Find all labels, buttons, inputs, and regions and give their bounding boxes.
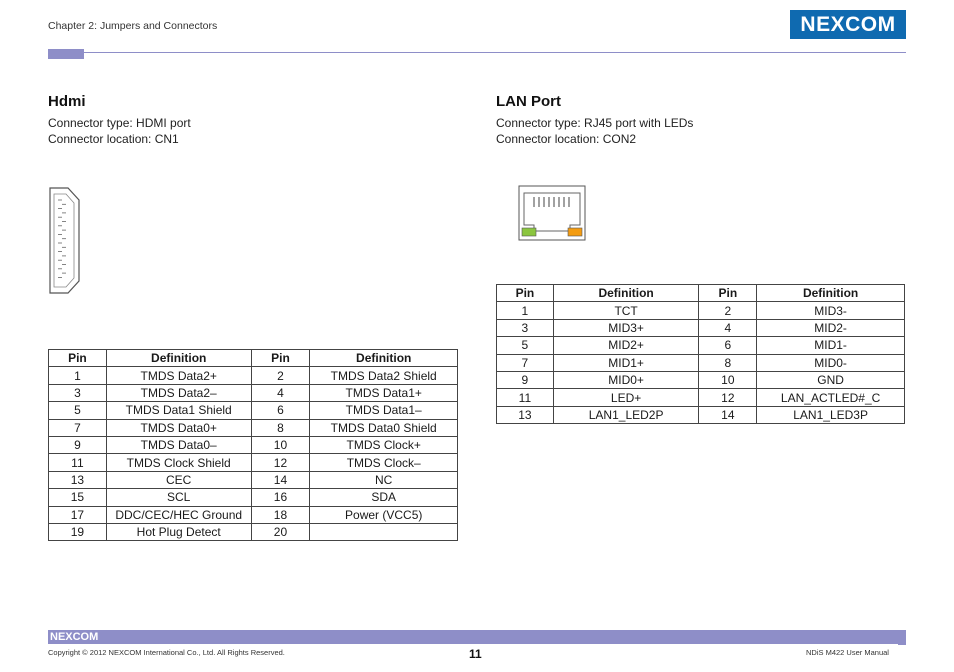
table-cell: 17 <box>49 506 107 523</box>
table-cell: MID3- <box>757 302 905 319</box>
table-cell: 7 <box>497 354 554 371</box>
table-row <box>497 302 905 319</box>
table-cell: 6 <box>699 337 757 354</box>
table-cell: 11 <box>497 389 554 406</box>
table-cell: TMDS Data0– <box>106 436 251 453</box>
column-header: Pin <box>497 285 554 302</box>
table-cell: MID0- <box>757 354 905 371</box>
table-cell: MID1+ <box>553 354 699 371</box>
table-cell: TMDS Clock+ <box>310 436 458 453</box>
table-row <box>49 367 458 384</box>
table-cell: 5 <box>49 402 107 419</box>
table-cell: 4 <box>251 384 310 401</box>
hdmi-port-diagram <box>48 186 82 296</box>
hdmi-connector-type: Connector type: HDMI port <box>48 116 191 130</box>
table-row <box>497 406 905 423</box>
table-cell: 11 <box>49 454 107 471</box>
table-row <box>497 389 905 406</box>
table-cell: MID2+ <box>553 337 699 354</box>
table-cell: LAN1_LED2P <box>553 406 699 423</box>
table-cell: 10 <box>699 371 757 388</box>
table-cell: TMDS Clock Shield <box>106 454 251 471</box>
copyright: Copyright © 2012 NEXCOM International Co., Ltd. All Rights Reserved. <box>48 648 285 657</box>
table-cell: 15 <box>49 489 107 506</box>
table-cell: TMDS Data2 Shield <box>310 367 458 384</box>
activity-led <box>568 228 582 236</box>
column-header: Definition <box>553 285 699 302</box>
table-cell: 14 <box>251 471 310 488</box>
table-cell: SCL <box>106 489 251 506</box>
hdmi-connector-location: Connector location: CN1 <box>48 132 179 146</box>
table-cell: MID0+ <box>553 371 699 388</box>
table-cell: 14 <box>699 406 757 423</box>
table-cell: MID1- <box>757 337 905 354</box>
column-header: Pin <box>251 350 310 367</box>
table-cell: TCT <box>553 302 699 319</box>
table-cell: 8 <box>251 419 310 436</box>
nexcom-logo <box>790 10 906 39</box>
table-cell: MID3+ <box>553 319 699 336</box>
table-cell: DDC/CEC/HEC Ground <box>106 506 251 523</box>
lan-connector-location: Connector location: CON2 <box>496 132 637 146</box>
table-cell: 10 <box>251 436 310 453</box>
page-number: 11 <box>469 647 482 661</box>
table-cell: TMDS Data0+ <box>106 419 251 436</box>
table-cell: TMDS Data1– <box>310 402 458 419</box>
table-cell: GND <box>757 371 905 388</box>
table-cell <box>310 523 458 540</box>
table-cell: TMDS Data1 Shield <box>106 402 251 419</box>
table-cell: 20 <box>251 523 310 540</box>
chapter-title: Chapter 2: Jumpers and Connectors <box>48 20 218 32</box>
table-cell: 1 <box>49 367 107 384</box>
footer-square <box>898 639 906 645</box>
logo-text: NEXCOM <box>800 12 896 36</box>
table-cell: 5 <box>497 337 554 354</box>
table-cell: 9 <box>497 371 554 388</box>
column-header: Definition <box>757 285 905 302</box>
table-cell: 8 <box>699 354 757 371</box>
table-row <box>497 337 905 354</box>
table-row <box>49 506 458 523</box>
table-cell: CEC <box>106 471 251 488</box>
table-row <box>49 454 458 471</box>
column-header: Pin <box>699 285 757 302</box>
column-header: Pin <box>49 350 107 367</box>
table-cell: LAN_ACTLED#_C <box>757 389 905 406</box>
table-cell: 18 <box>251 506 310 523</box>
table-cell: LED+ <box>553 389 699 406</box>
table-cell: 13 <box>497 406 554 423</box>
table-cell: TMDS Data2+ <box>106 367 251 384</box>
link-led <box>522 228 536 236</box>
footer-bar <box>48 630 906 644</box>
hdmi-pin-table <box>48 349 458 541</box>
table-cell: NC <box>310 471 458 488</box>
lan-title: LAN Port <box>496 93 561 110</box>
table-row <box>49 402 458 419</box>
table-row <box>497 371 905 388</box>
table-cell: LAN1_LED3P <box>757 406 905 423</box>
table-cell: 7 <box>49 419 107 436</box>
footer-logo: NEXCOM <box>50 631 99 643</box>
table-row <box>49 471 458 488</box>
table-cell: 3 <box>49 384 107 401</box>
rj45-port-diagram <box>518 185 586 241</box>
table-cell: SDA <box>310 489 458 506</box>
table-cell: 6 <box>251 402 310 419</box>
table-cell: 16 <box>251 489 310 506</box>
table-row <box>49 523 458 540</box>
hdmi-title: Hdmi <box>48 93 86 110</box>
table-cell: 1 <box>497 302 554 319</box>
table-cell: 13 <box>49 471 107 488</box>
table-cell: TMDS Data1+ <box>310 384 458 401</box>
table-cell: 3 <box>497 319 554 336</box>
table-row <box>497 319 905 336</box>
table-cell: 19 <box>49 523 107 540</box>
manual-name: NDiS M422 User Manual <box>806 648 889 657</box>
footer-square <box>889 630 897 638</box>
lan-pin-table <box>496 284 905 424</box>
table-row <box>49 384 458 401</box>
table-cell: 12 <box>699 389 757 406</box>
table-cell: 9 <box>49 436 107 453</box>
table-cell: Power (VCC5) <box>310 506 458 523</box>
table-cell: 2 <box>699 302 757 319</box>
column-header: Definition <box>310 350 458 367</box>
table-row <box>49 489 458 506</box>
header-rule <box>48 49 906 59</box>
table-cell: Hot Plug Detect <box>106 523 251 540</box>
table-cell: TMDS Clock– <box>310 454 458 471</box>
table-row <box>497 354 905 371</box>
table-row <box>49 436 458 453</box>
table-cell: 12 <box>251 454 310 471</box>
table-cell: 2 <box>251 367 310 384</box>
table-row <box>49 419 458 436</box>
lan-connector-type: Connector type: RJ45 port with LEDs <box>496 116 694 130</box>
table-cell: MID2- <box>757 319 905 336</box>
table-cell: TMDS Data0 Shield <box>310 419 458 436</box>
table-cell: TMDS Data2– <box>106 384 251 401</box>
table-cell: 4 <box>699 319 757 336</box>
column-header: Definition <box>106 350 251 367</box>
